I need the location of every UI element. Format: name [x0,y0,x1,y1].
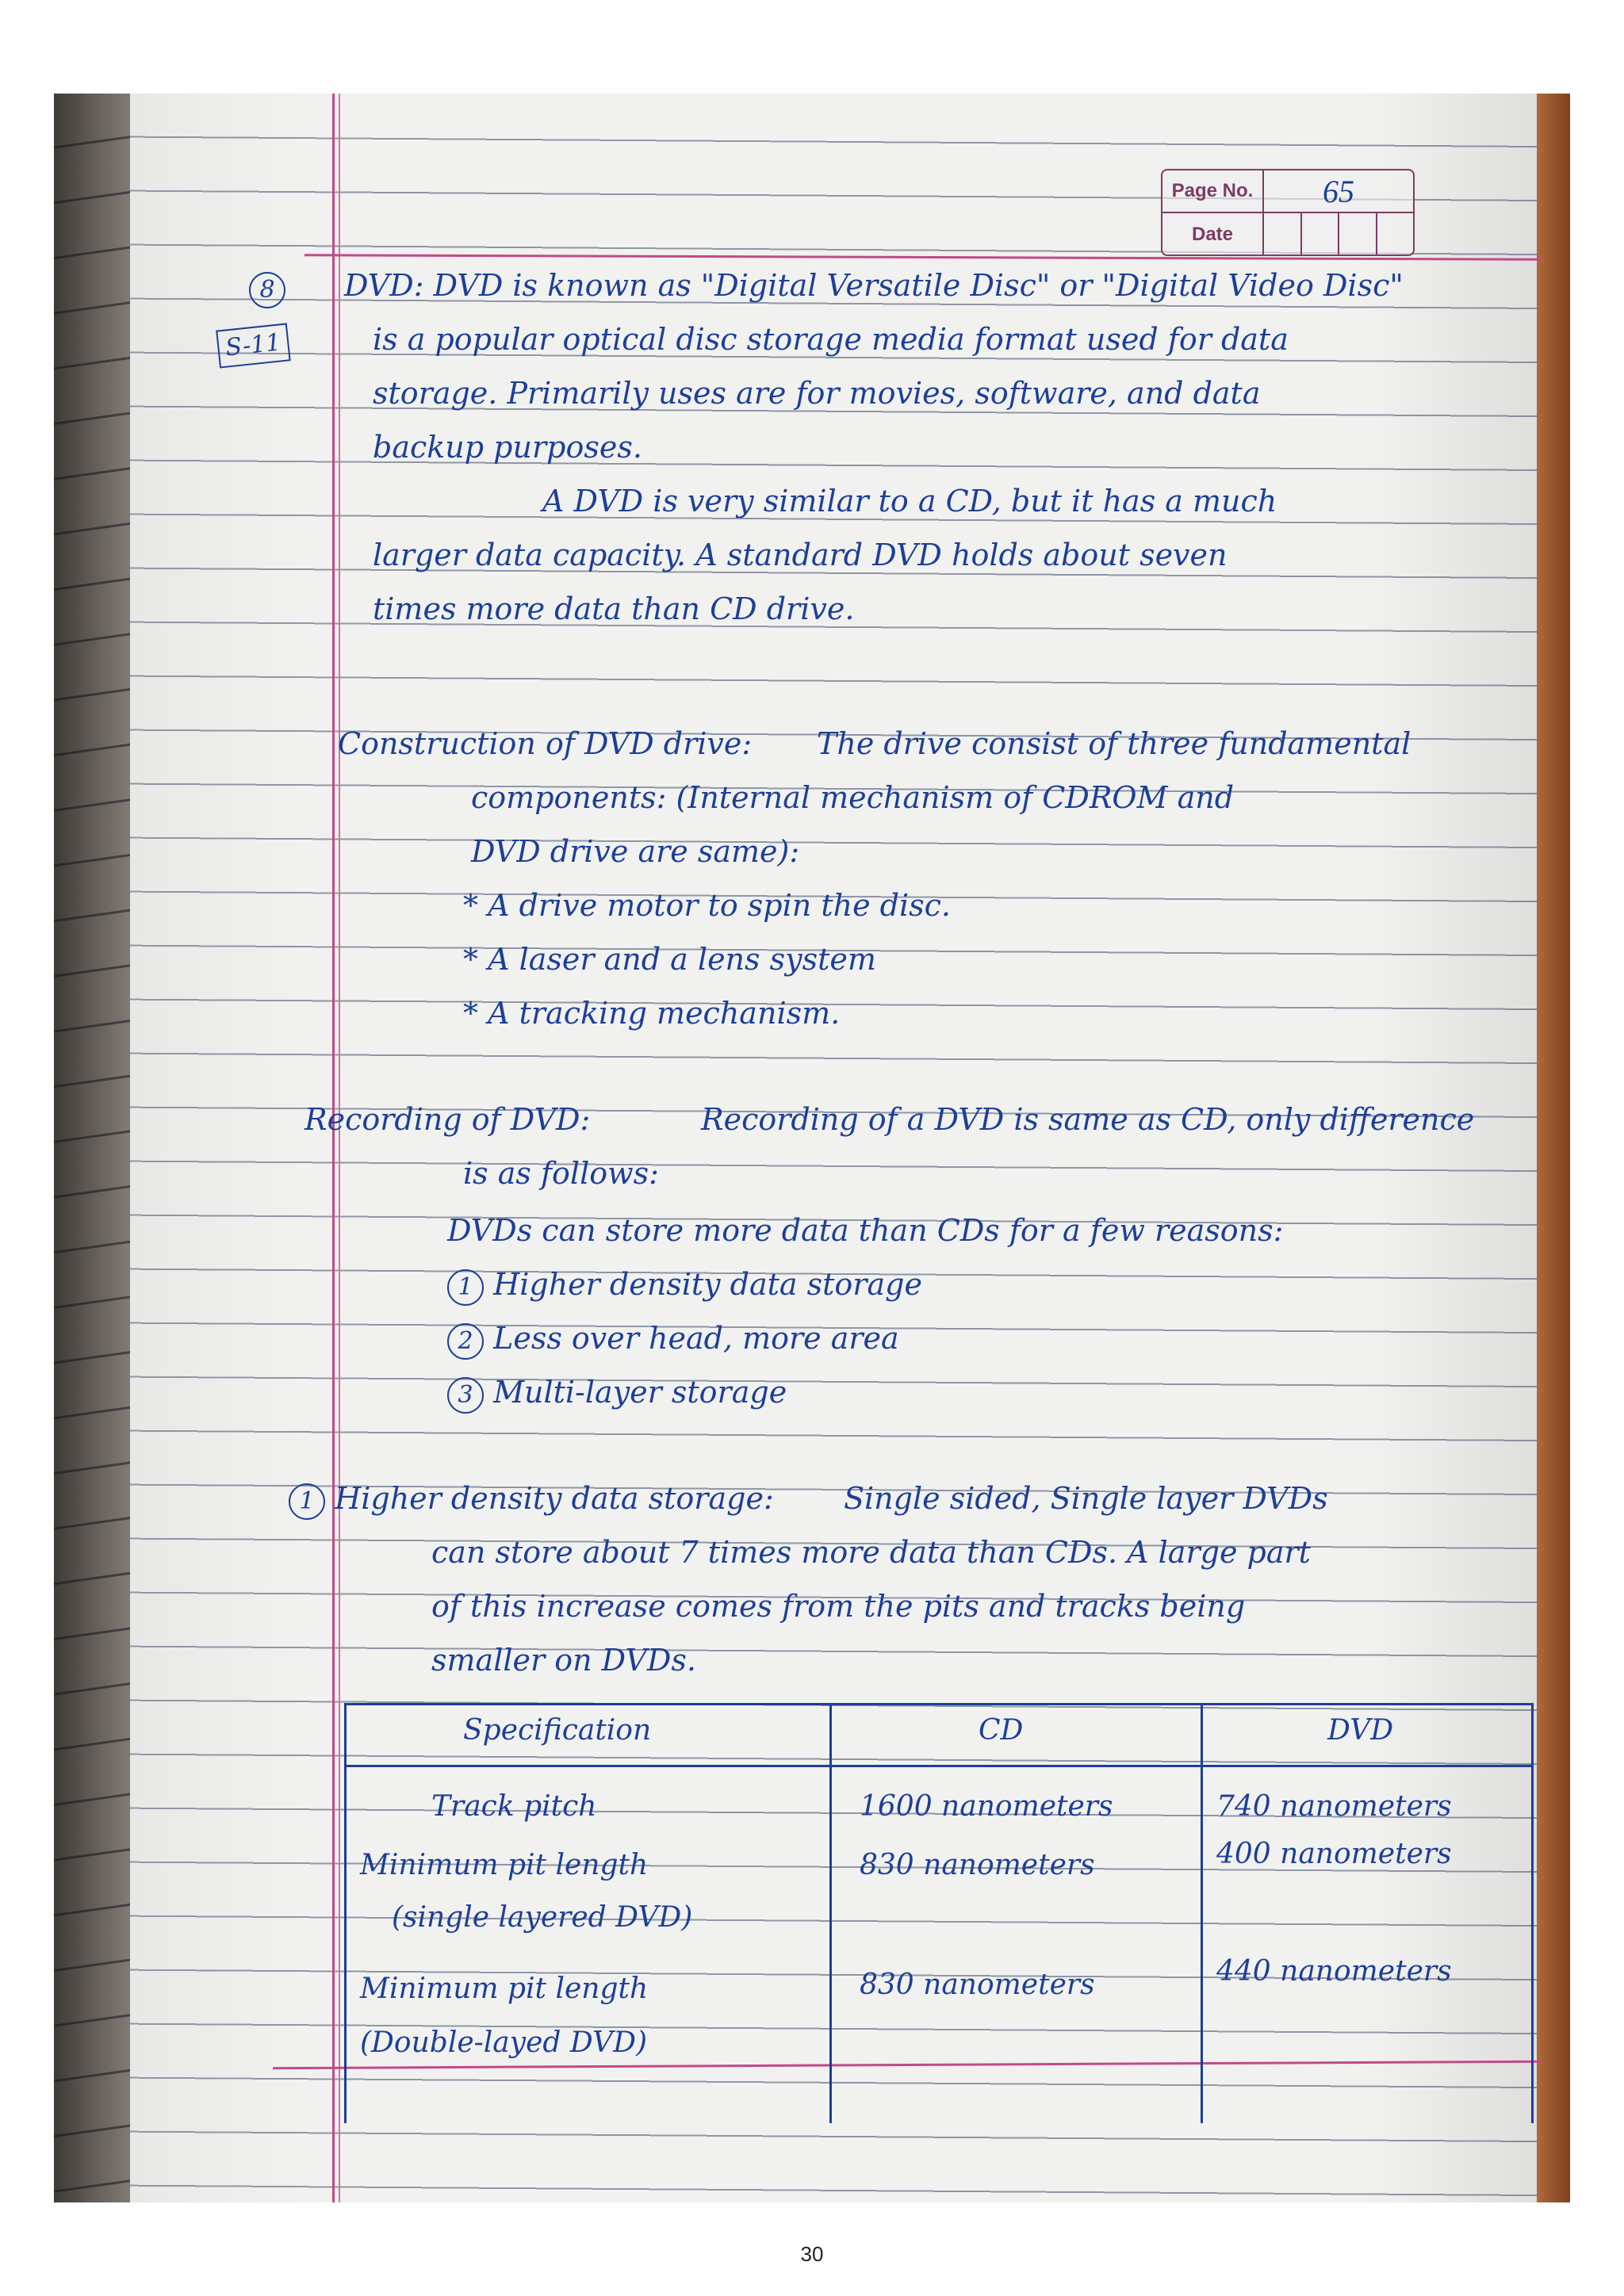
notebook-page [130,94,1537,2202]
date-label: Date [1162,213,1264,256]
question-number [249,260,285,314]
table-cell-spec: Minimum pit length [360,1849,649,1881]
table-left-border [344,1703,347,2123]
table-cell-cd: 830 nanometers [860,1969,1095,2001]
page-number: 30 [800,2242,824,2266]
construction-line: components: (Internal mechanism of CDROM and [471,780,1235,815]
notebook-photo [54,94,1570,2202]
point-line: of this increase comes from the pits and tracks being [431,1589,1246,1624]
table-cell-cd: 1600 nanometers [860,1790,1113,1823]
margin-rule-inner [339,94,340,2202]
question-number-circle: 8 [249,272,285,308]
intro-line: times more data than CD drive. [373,591,855,626]
intro-line: storage. Primarily uses are for movies, software, and data [373,376,1261,411]
margin-rule [332,94,335,2202]
construction-item: * A drive motor to spin the disc. [463,888,951,923]
construction-line: The drive consist of three fundamental [817,726,1411,761]
reason-text: Less over head, more area [493,1321,899,1356]
reason-item [447,1257,922,1311]
recording-line: is as follows: [463,1156,659,1191]
table-header-dvd: DVD [1327,1714,1394,1747]
table-cell-dvd: 440 nanometers [1216,1955,1452,1988]
point-heading [289,1471,774,1525]
recording-heading: Recording of DVD: [304,1102,591,1137]
point-line: smaller on DVDs. [431,1643,696,1678]
date-cell [1377,213,1414,256]
point-heading-text: Higher density data storage: [335,1481,774,1516]
construction-line: DVD drive are same): [471,834,800,869]
table-header-spec: Specification [463,1714,652,1747]
intro-line: backup purposes. [373,430,642,465]
page-no-value: 65 [1323,173,1354,209]
date-cell [1302,213,1340,256]
table-cell-dvd: 400 nanometers [1216,1838,1452,1870]
table-top-border [344,1703,1534,1705]
table-cell-spec-note: (single layered DVD) [392,1901,693,1934]
table-right-border [1531,1703,1534,2123]
table-header-rule [344,1765,1534,1767]
recording-line: Recording of a DVD is same as CD, only difference [701,1102,1475,1137]
reason-number: 2 [447,1323,484,1360]
syllabus-tag-text: S-11 [216,323,290,368]
reason-item [447,1365,787,1419]
table-cell-dvd: 740 nanometers [1216,1790,1452,1823]
intro-line: is a popular optical disc storage media format used for data [373,322,1289,357]
page-number-box [1161,169,1415,256]
table-cell-cd: 830 nanometers [860,1849,1095,1881]
reason-text: Multi-layer storage [493,1375,787,1410]
construction-heading: Construction of DVD drive: [338,726,753,761]
reason-number: 1 [447,1269,484,1306]
table-column-divider [1201,1703,1203,2123]
table-cell-spec: Minimum pit length [360,1973,649,2005]
syllabus-tag [215,312,292,373]
reason-number: 3 [447,1377,484,1414]
recording-line: DVDs can store more data than CDs for a few reasons: [447,1213,1284,1248]
reason-text: Higher density data storage [493,1267,922,1302]
intro-line: A DVD is very similar to a CD, but it has a much [542,484,1277,519]
point-number: 1 [289,1483,325,1520]
intro-line: DVD: DVD is known as "Digital Versatile Disc" or "Digital Video Disc" [344,268,1404,303]
point-line: can store about 7 times more data than CDs. A large part [431,1535,1311,1570]
construction-item: * A laser and a lens system [463,942,876,977]
table-header-cd: CD [979,1714,1024,1747]
comparison-table [344,1703,1534,2123]
spine-ruling [54,94,141,2202]
table-cell-spec-note: (Double-layed DVD) [360,2026,648,2059]
construction-item: * A tracking mechanism. [463,996,841,1031]
table-column-divider [829,1703,832,2123]
point-line: Single sided, Single layer DVDs [844,1481,1328,1516]
page-no-label: Page No. [1162,170,1264,212]
date-cell [1339,213,1377,256]
reason-item [447,1311,899,1365]
intro-line: larger data capacity. A standard DVD holds about seven [373,538,1228,572]
date-cell [1264,213,1302,256]
table-cell-spec: Track pitch [431,1790,597,1823]
